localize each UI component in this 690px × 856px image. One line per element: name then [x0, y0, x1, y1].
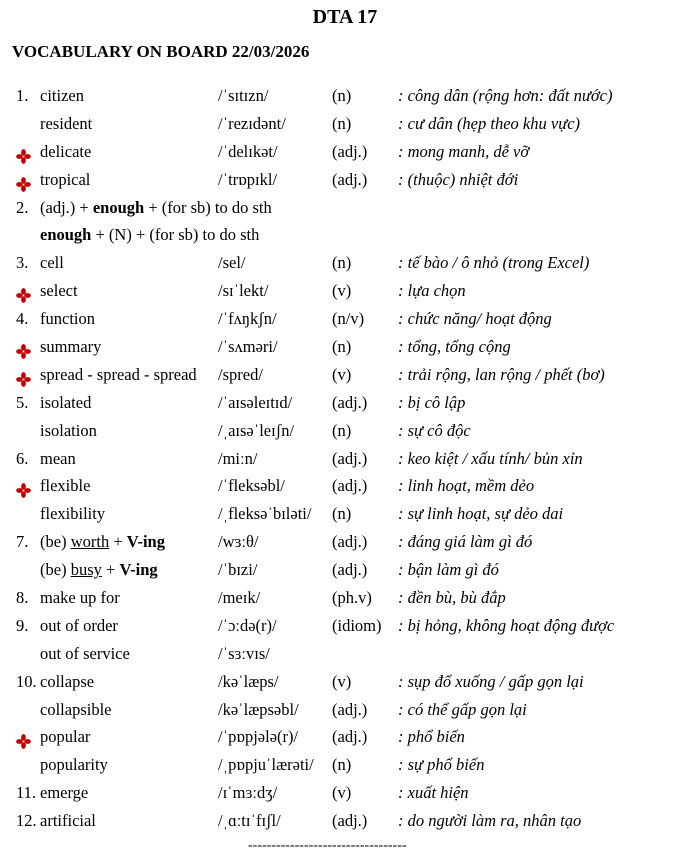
word-part: (be) [40, 532, 71, 552]
word-part: V-ing [126, 532, 165, 552]
vocab-row [0, 277, 690, 305]
vocab-meaning: : có thể gấp gọn lại [398, 699, 527, 719]
part-of-speech: (v) [332, 783, 352, 803]
vocab-word: emerge [40, 783, 89, 803]
word-part: + [101, 560, 120, 580]
word-part: worth [70, 532, 110, 552]
vocab-meaning: : trải rộng, lan rộng / phết (bơ) [398, 364, 605, 384]
part-of-speech: (n) [332, 86, 352, 105]
vocab-row [0, 110, 690, 138]
vocab-row [0, 417, 690, 445]
pronunciation: /meɪk/ [218, 588, 261, 608]
pronunciation: /ˌɑːtɪˈfɪʃl/ [218, 811, 281, 831]
pronunciation: /sel/ [218, 253, 246, 273]
diamond-bullet-icon [16, 340, 31, 355]
item-number: 6. [16, 448, 29, 468]
vocab-row [0, 696, 690, 724]
pronunciation: /ˈsɜːvɪs/ [218, 643, 270, 663]
part-of-speech: (adj.) [332, 141, 368, 161]
vocab-word: mean [40, 448, 76, 468]
vocab-row [0, 640, 690, 668]
item-number: 7. [16, 532, 29, 552]
vocab-word [40, 221, 259, 249]
vocab-word: summary [40, 337, 102, 357]
vocab-meaning: : keo kiệt / xấu tính/ bủn xỉn [398, 448, 583, 468]
item-number: 5. [16, 392, 29, 412]
item-number: 3. [16, 253, 29, 273]
pronunciation: /ˈbɪzi/ [218, 560, 258, 580]
vocab-word: select [40, 281, 78, 301]
vocab-row [0, 166, 690, 194]
vocab-word: collapse [40, 671, 95, 691]
diamond-bullet-icon [16, 145, 31, 160]
vocab-word: cell [40, 253, 64, 273]
part-of-speech: (v) [332, 671, 352, 691]
item-number: 4. [16, 309, 29, 329]
word-part: (be) [40, 560, 71, 580]
vocab-row [0, 751, 690, 779]
vocab-meaning: : chức năng/ hoạt động [398, 309, 552, 329]
item-number: 9. [16, 615, 29, 635]
vocabulary-list [0, 82, 690, 835]
vocab-row [0, 723, 690, 751]
vocab-row [0, 472, 690, 500]
vocab-word: popularity [40, 755, 108, 775]
pronunciation: /ˈaɪsəleɪtɪd/ [218, 392, 293, 412]
part-of-speech: (adj.) [332, 476, 368, 496]
vocab-row [0, 194, 690, 222]
pronunciation: /ˈpɒpjələ(r)/ [218, 727, 299, 747]
vocab-row [0, 807, 690, 835]
part-of-speech: (n) [332, 253, 352, 273]
pronunciation: /ˈɔːdə(r)/ [218, 615, 277, 635]
part-of-speech: (adj.) [332, 699, 368, 719]
word-part: V-ing [119, 560, 158, 580]
vocab-row [0, 249, 690, 277]
vocab-word: delicate [40, 141, 92, 161]
item-number: 10. [16, 671, 37, 691]
vocab-meaning: : mong manh, dễ vỡ [398, 141, 530, 161]
pronunciation: /kəˈlæps/ [218, 671, 279, 691]
word-part: + [109, 532, 127, 552]
vocab-row [0, 584, 690, 612]
vocab-word: isolation [40, 420, 97, 440]
vocab-row [0, 82, 690, 110]
part-of-speech: (adj.) [332, 169, 368, 189]
vocab-row [0, 221, 690, 249]
item-number: 8. [16, 588, 29, 608]
vocab-meaning: : bận làm gì đó [398, 560, 499, 580]
footer-divider: ---------------------------------- [248, 838, 407, 853]
vocab-word: popular [40, 727, 91, 747]
vocab-row [0, 361, 690, 389]
vocab-meaning: : sự linh hoạt, sự dẻo dai [398, 504, 564, 524]
pronunciation: /ˈfleksəbl/ [218, 476, 285, 496]
vocab-word: isolated [40, 392, 92, 412]
vocab-meaning: : tế bào / ô nhỏ (trong Excel) [398, 253, 590, 273]
document-subtitle: VOCABULARY ON BOARD 22/03/2026 [12, 42, 310, 61]
document-title: DTA 17 [312, 6, 378, 28]
vocab-word: citizen [40, 86, 84, 105]
part-of-speech: (n/v) [332, 309, 365, 329]
pronunciation: /ˈsɪtɪzn/ [218, 86, 269, 105]
pronunciation: /ˈtrɒpɪkl/ [218, 169, 278, 189]
pronunciation: /ɪˈmɜːdʒ/ [218, 783, 278, 803]
part-of-speech: (adj.) [332, 392, 368, 412]
vocab-word: make up for [40, 588, 120, 608]
pronunciation: /ˈsʌməri/ [218, 337, 278, 357]
word-part: (adj.) + [40, 197, 93, 217]
vocab-word: flexible [40, 476, 91, 496]
part-of-speech: (v) [332, 281, 352, 301]
pronunciation: /ˈfʌŋkʃn/ [218, 309, 277, 329]
vocab-word: artificial [40, 811, 96, 831]
item-number: 1. [16, 86, 29, 105]
pronunciation: /sɪˈlekt/ [218, 281, 269, 301]
vocab-meaning: : (thuộc) nhiệt đới [398, 169, 519, 189]
vocab-word: function [40, 309, 95, 329]
vocab-row [0, 556, 690, 584]
part-of-speech: (n) [332, 113, 352, 133]
vocab-meaning: : linh hoạt, mềm dẻo [398, 476, 535, 496]
vocab-meaning: : xuất hiện [398, 783, 469, 803]
part-of-speech: (n) [332, 755, 352, 775]
vocab-row [0, 333, 690, 361]
vocab-row [0, 612, 690, 640]
vocab-row [0, 500, 690, 528]
part-of-speech: (adj.) [332, 448, 368, 468]
vocab-meaning: : bị cô lập [398, 392, 466, 412]
word-part: busy [70, 560, 102, 580]
item-number: 11. [16, 783, 37, 803]
vocab-meaning: : đền bù, bù đắp [398, 588, 506, 608]
pronunciation: /ˈdelɪkət/ [218, 141, 278, 161]
vocab-word: spread - spread - spread [40, 364, 197, 384]
diamond-bullet-icon [16, 368, 31, 383]
vocab-row [0, 138, 690, 166]
vocab-meaning: : phổ biến [398, 727, 465, 747]
part-of-speech: (n) [332, 337, 352, 357]
vocab-meaning: : công dân (rộng hơn: đất nước) [398, 86, 613, 105]
vocab-word: resident [40, 113, 93, 133]
diamond-bullet-icon [16, 173, 31, 188]
word-part: enough [92, 197, 145, 217]
vocab-meaning: : sụp đổ xuống / gấp gọn lại [398, 671, 584, 691]
vocab-meaning: : bị hỏng, không hoạt động được [398, 615, 615, 635]
pronunciation: /ˌaɪsəˈleɪʃn/ [218, 420, 295, 440]
pronunciation: /miːn/ [218, 448, 258, 468]
vocab-meaning: : sự cô độc [398, 420, 471, 440]
vocab-word: tropical [40, 169, 91, 189]
part-of-speech: (v) [332, 364, 352, 384]
part-of-speech: (adj.) [332, 532, 368, 552]
part-of-speech: (adj.) [332, 727, 368, 747]
vocab-row [0, 779, 690, 807]
diamond-bullet-icon [16, 479, 31, 494]
part-of-speech: (ph.v) [332, 588, 372, 608]
vocab-word [40, 528, 165, 556]
pronunciation: /ˌpɒpjuˈlærəti/ [218, 755, 314, 775]
word-part: + (N) + (for sb) to do sth [91, 225, 260, 245]
vocab-word: flexibility [40, 504, 106, 524]
vocab-meaning: : đáng giá làm gì đó [398, 532, 533, 552]
part-of-speech: (n) [332, 420, 352, 440]
vocab-row [0, 445, 690, 473]
vocab-word [40, 194, 272, 222]
vocab-meaning: : do người làm ra, nhân tạo [398, 811, 582, 831]
vocab-row [0, 528, 690, 556]
pronunciation: /wɜːθ/ [218, 532, 259, 552]
vocab-meaning: : lựa chọn [398, 281, 466, 301]
part-of-speech: (adj.) [332, 811, 368, 831]
vocab-row [0, 389, 690, 417]
word-part: + (for sb) to do sth [144, 197, 272, 217]
vocab-row [0, 668, 690, 696]
vocab-row [0, 305, 690, 333]
item-number: 2. [16, 197, 29, 217]
vocab-word: out of order [40, 615, 118, 635]
word-part: enough [40, 225, 92, 245]
pronunciation: /spred/ [218, 364, 263, 384]
item-number: 12. [16, 811, 37, 831]
part-of-speech: (idiom) [332, 615, 382, 635]
diamond-bullet-icon [16, 730, 31, 745]
part-of-speech: (n) [332, 504, 352, 524]
vocab-word: out of service [40, 643, 130, 663]
vocab-word: collapsible [40, 699, 112, 719]
pronunciation: /ˌfleksəˈbɪləti/ [218, 504, 312, 524]
pronunciation: /kəˈlæpsəbl/ [218, 699, 299, 719]
vocab-meaning: : cư dân (hẹp theo khu vực) [398, 113, 581, 133]
diamond-bullet-icon [16, 284, 31, 299]
vocab-meaning: : tổng, tổng cộng [398, 337, 511, 357]
pronunciation: /ˈrezɪdənt/ [218, 113, 286, 133]
vocab-word [40, 556, 158, 584]
part-of-speech: (adj.) [332, 560, 368, 580]
vocab-meaning: : sự phổ biến [398, 755, 485, 775]
